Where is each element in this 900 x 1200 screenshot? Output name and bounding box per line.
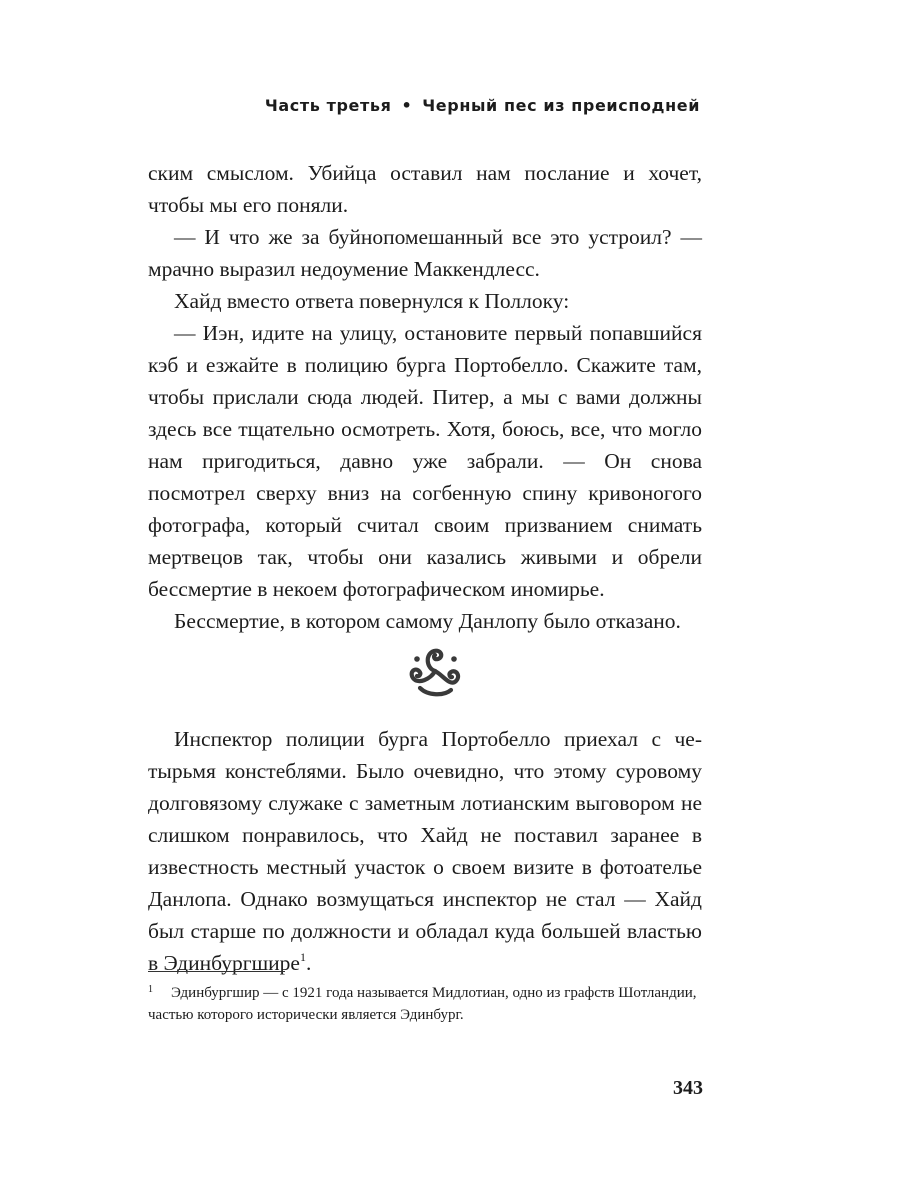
body-text-top (148, 157, 702, 637)
body-text-bottom (148, 723, 702, 979)
paragraph: — Иэн, идите на улицу, остановите первый попавшийся кэб и езжайте в полицию бурга Портобелло. Скажите там, чтобы прислали сюда людей. Питер, а мы с вами должны здесь все тщательно осмотреть. Хотя, боюсь, все, что могло нам пригодиться, давно уже забрали. — Он снова посмотрел сверху вниз на согбенную спину кривоногого фотографа, который считал своим призванием снимать мертвецов так, чтобы они казались живыми и обрели бессмертие в некоем фотографическом иномирье. (148, 321, 702, 601)
footnote-text: Эдинбургшир — с 1921 года называется Мидлотиан, одно из графств Шотландии, частью которого исторически является Эдинбург. (148, 985, 697, 1023)
footnote (148, 979, 708, 1026)
footnote-ref[interactable]: 1 (299, 950, 306, 964)
part-title: Часть третья (264, 96, 392, 115)
footnote-number: 1 (148, 984, 153, 995)
paragraph-text: Инспектор полиции бурга Портобелло приехал с четырьмя констеблями. Было очевидно, что этому суровому долговязому служаке с заметным лотианским выговором не слишком понравилось, что Хайд не поставил заранее в известность местный участок о своем визите в фотоателье Данлопа. Однако возмущаться инспектор не стал — Хайд был старше по должности и обладал куда большей властью в Эдинбургшире (148, 727, 702, 975)
footnote-divider (148, 971, 285, 972)
header-separator: • (401, 96, 413, 115)
paragraph: Хайд вместо ответа повернулся к Поллоку: (174, 289, 570, 313)
chapter-title: Черный пес из преисподней (422, 96, 700, 115)
page-number: 343 (673, 1077, 703, 1099)
paragraph (148, 723, 702, 979)
paragraph-end: . (305, 951, 312, 975)
paragraph: — И что же за буйнопомешанный все это устроил? — мрачно выразил недоумение Маккендлесс. (148, 225, 702, 281)
paragraph: ским смыслом. Убийца оставил нам послание и хочет, чтобы мы его поняли. (148, 161, 702, 217)
paragraph: Бессмертие, в котором самому Данлопу было отказано. (174, 609, 681, 633)
triskelion-icon (404, 642, 466, 700)
running-head (265, 96, 700, 115)
